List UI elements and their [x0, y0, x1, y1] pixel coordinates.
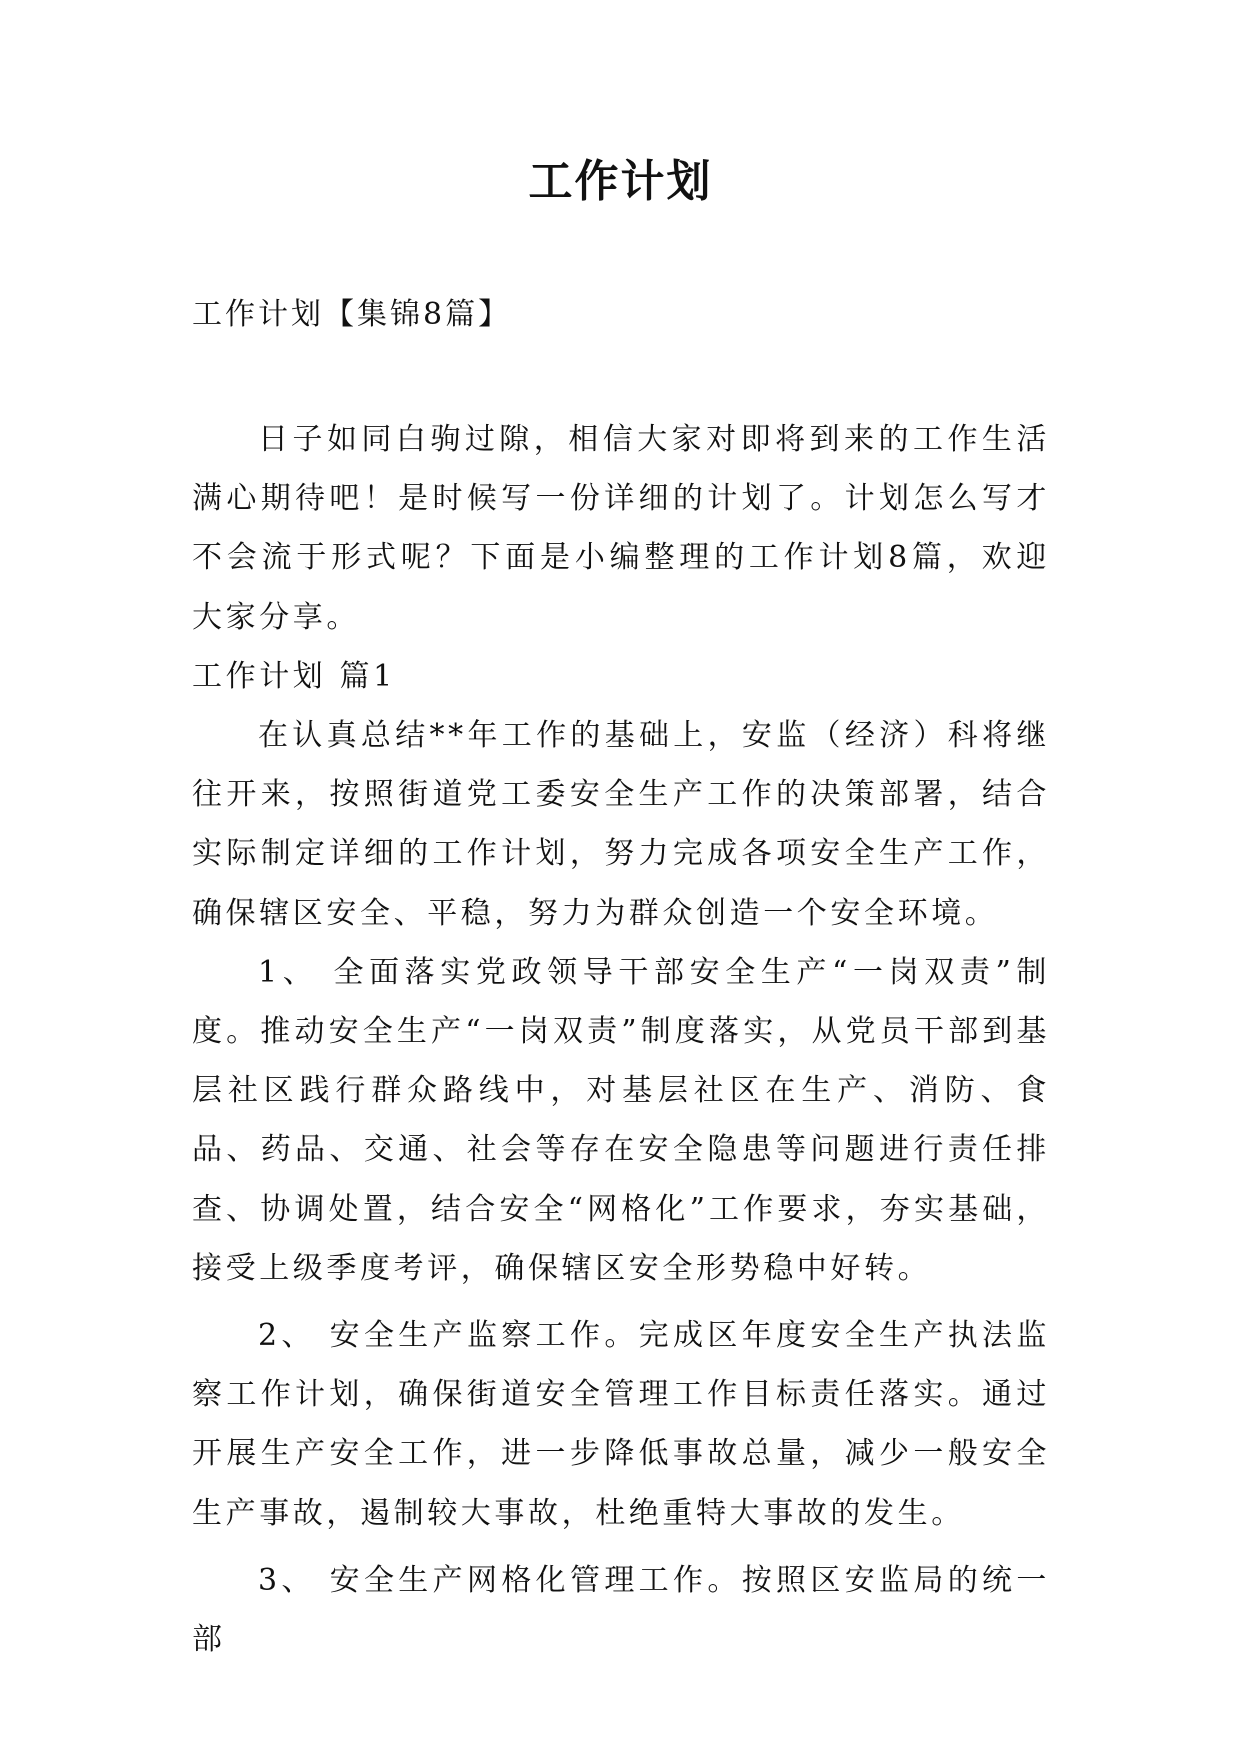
document-body [192, 290, 1050, 1669]
body-paragraph: 2、 安全生产监察工作。完成区年度安全生产执法监察工作计划，确保街道安全管理工作目标责任落实。通过开展生产安全工作，进一步降低事故总量，减少一般安全生产事故，遏制较大事故，杜绝重特大事故的发生。 [192, 1318, 1050, 1531]
document-subtitle: 工作计划【集锦8篇】 [192, 297, 512, 332]
body-paragraph: 在认真总结**年工作的基础上，安监（经济）科将继往开来，按照街道党工委安全生产工作的决策部署，结合实际制定详细的工作计划，努力完成各项安全生产工作，确保辖区安全、平稳，努力为群众创造一个安全环境。 [192, 718, 1050, 931]
document-title: 工作计划 [528, 156, 713, 207]
section-heading: 工作计划 篇1 [192, 658, 396, 694]
intro-paragraph: 日子如同白驹过隙，相信大家对即将到来的工作生活满心期待吧！是时候写一份详细的计划了。计划怎么写才不会流于形式呢？下面是小编整理的工作计划8篇，欢迎大家分享。 [192, 422, 1050, 635]
body-paragraph: 1、 全面落实党政领导干部安全生产“一岗双责”制度。推动安全生产“一岗双责”制度落实，从党员干部到基层社区践行群众路线中，对基层社区在生产、消防、食品、药品、交通、社会等存在安全隐患等问题进行责任排查、协调处置，结合安全“网格化”工作要求，夯实基础，接受上级季度考评，确保辖区安全形势稳中好转。 [192, 954, 1050, 1286]
spacer [192, 340, 1050, 410]
body-paragraph: 3、 安全生产网格化管理工作。按照区安监局的统一部 [192, 1562, 1050, 1658]
